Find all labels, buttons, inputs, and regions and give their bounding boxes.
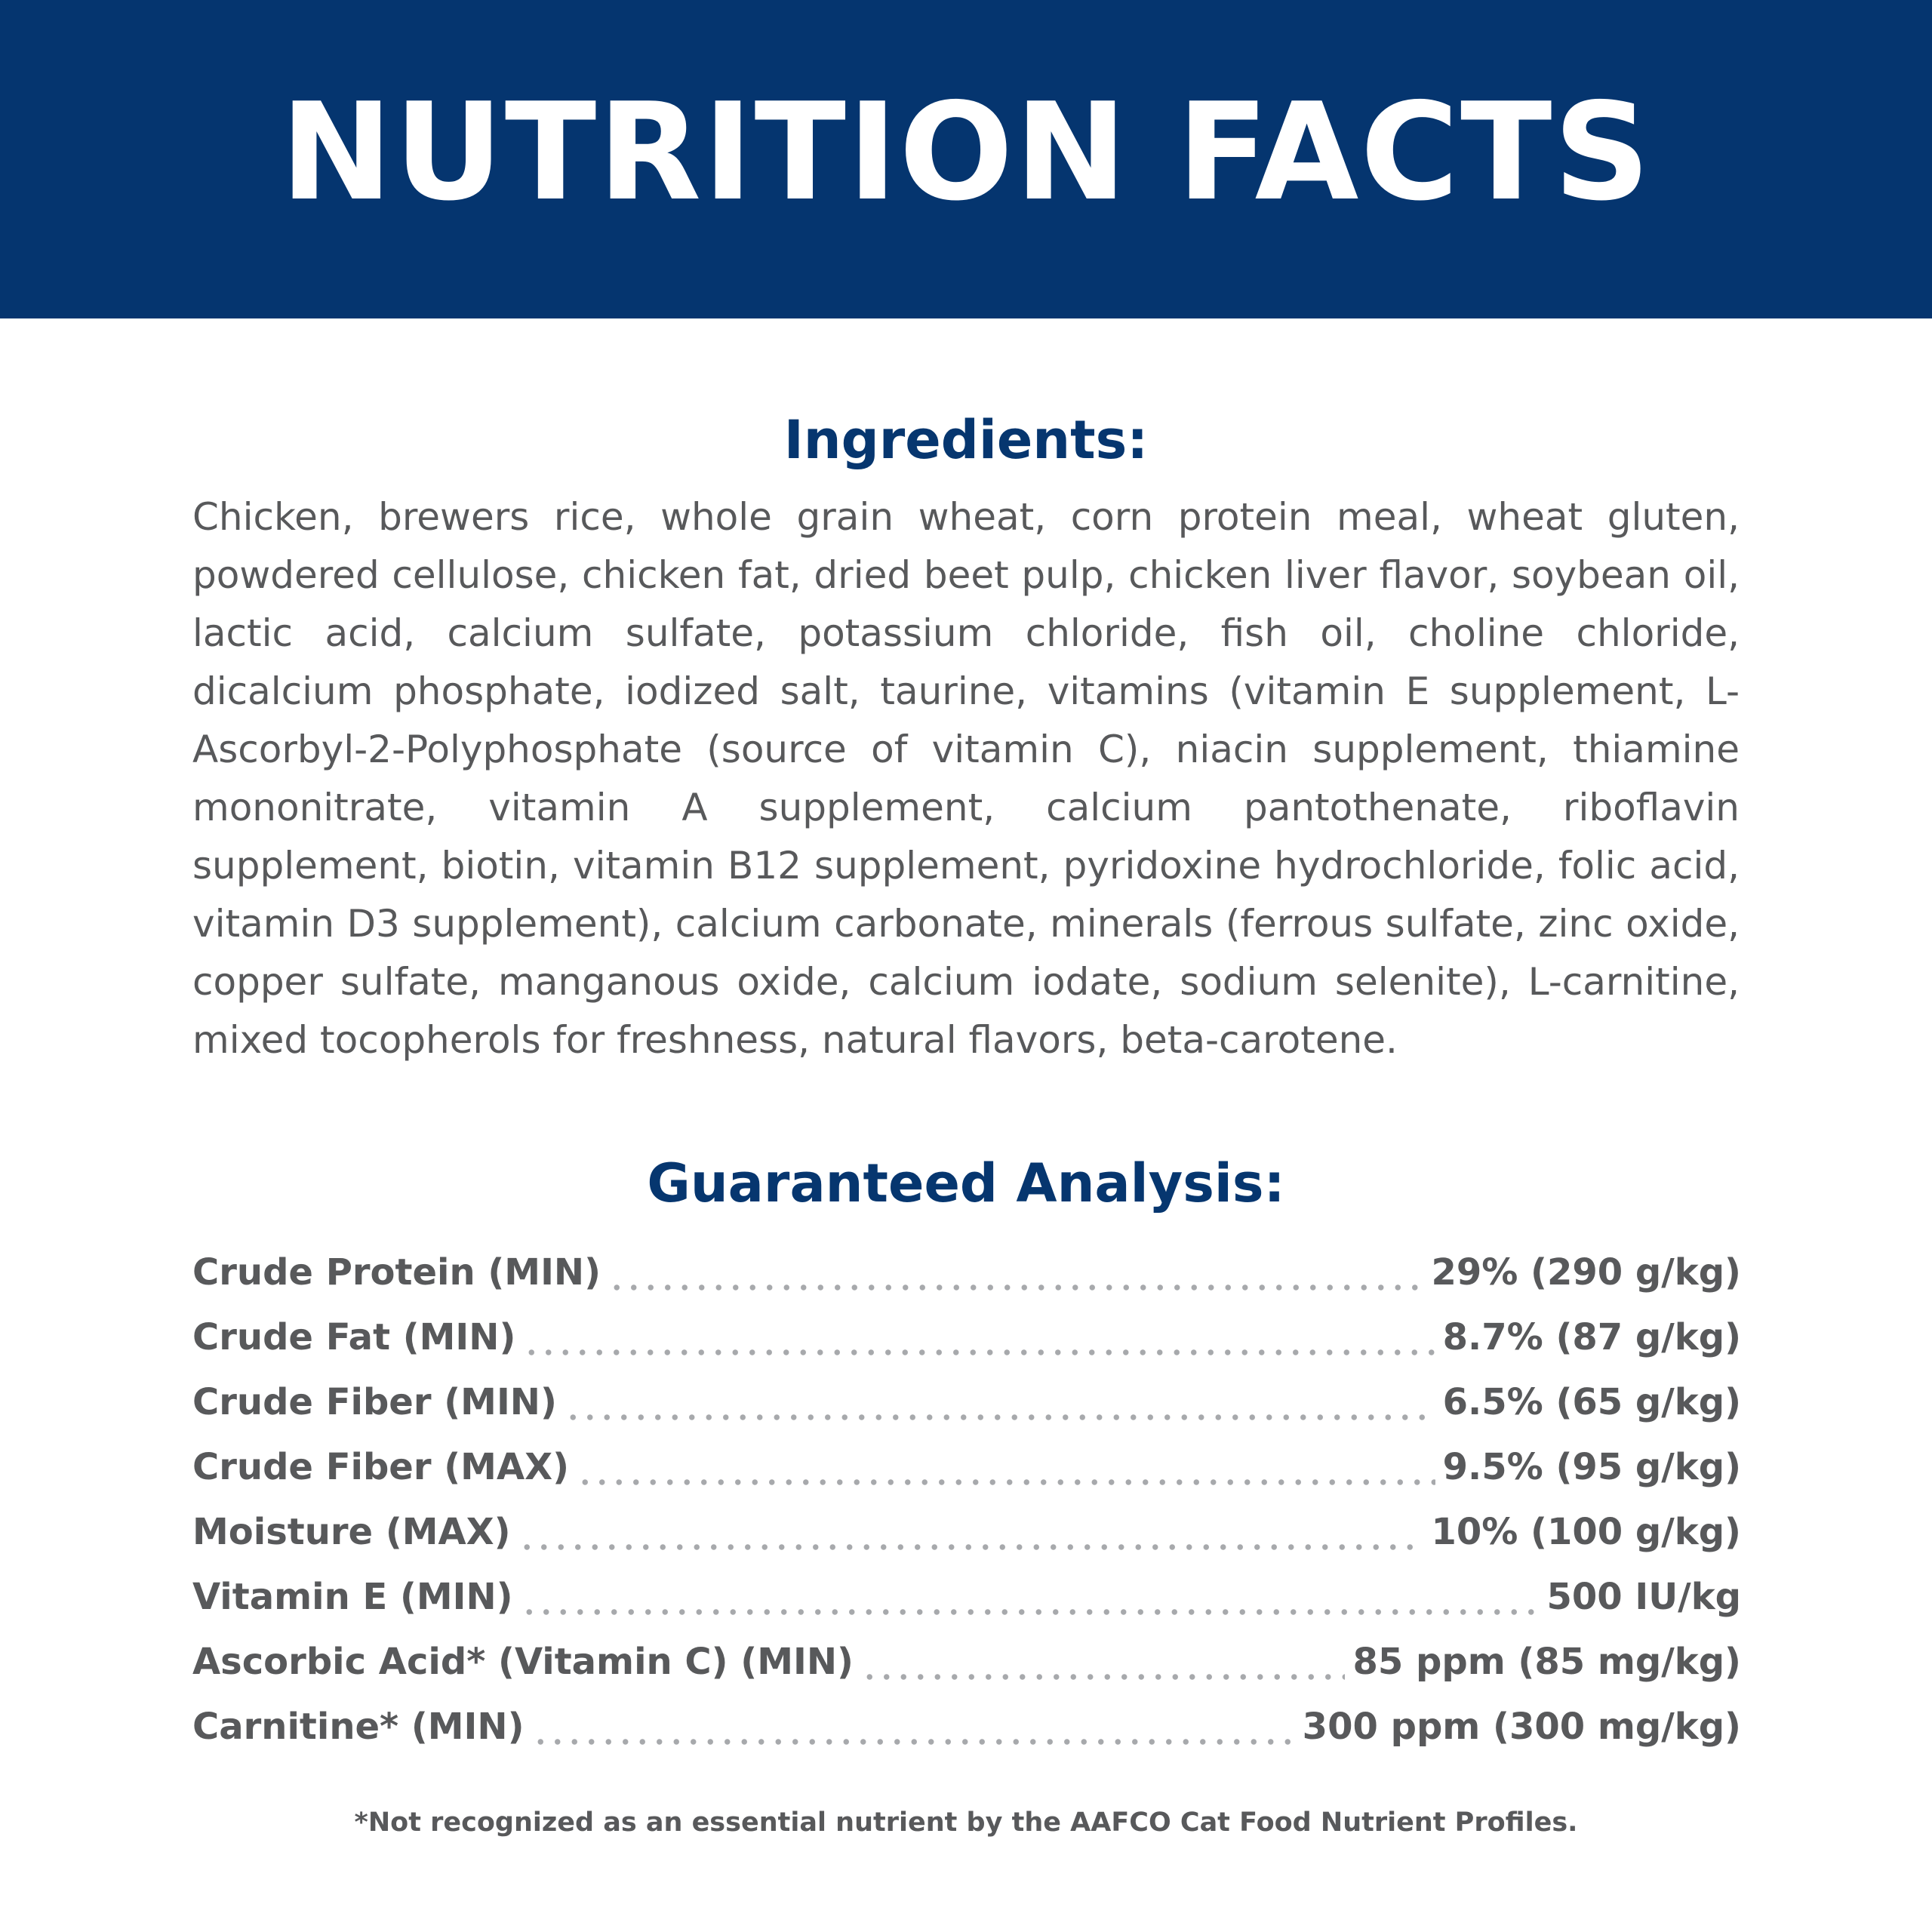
header-banner <box>0 0 1932 318</box>
analysis-label: Moisture (MAX) <box>192 1511 511 1553</box>
analysis-label: Crude Fiber (MIN) <box>192 1381 557 1423</box>
dotted-leader <box>608 1284 1423 1291</box>
analysis-value: 8.7% (87 g/kg) <box>1442 1316 1741 1358</box>
analysis-row-crude-fiber-max <box>192 1435 1741 1500</box>
analysis-row-carnitine-min <box>192 1694 1741 1759</box>
analysis-label: Crude Fat (MIN) <box>192 1316 516 1358</box>
dotted-leader <box>523 1349 1435 1356</box>
analysis-label: Crude Fiber (MAX) <box>192 1446 570 1488</box>
dotted-leader <box>577 1478 1435 1486</box>
analysis-value: 300 ppm (300 mg/kg) <box>1302 1706 1741 1748</box>
analysis-label: Ascorbic Acid* (Vitamin C) (MIN) <box>192 1641 854 1683</box>
dotted-leader <box>518 1543 1424 1551</box>
dotted-leader <box>521 1608 1540 1616</box>
dotted-leader <box>532 1738 1295 1746</box>
footnote: *Not recognized as an essential nutrient by the AAFCO Cat Food Nutrient Profiles. <box>354 1807 1578 1838</box>
analysis-label: Vitamin E (MIN) <box>192 1576 513 1618</box>
analysis-row-crude-fat-min <box>192 1305 1741 1370</box>
ingredients-heading: Ingredients: <box>783 409 1149 471</box>
guaranteed-analysis-table <box>192 1240 1741 1759</box>
analysis-row-ascorbic-acid-min <box>192 1629 1741 1694</box>
dotted-leader <box>565 1414 1435 1421</box>
analysis-row-vitamin-e-min <box>192 1564 1741 1629</box>
analysis-value: 29% (290 g/kg) <box>1431 1251 1741 1294</box>
analysis-value: 85 ppm (85 mg/kg) <box>1352 1641 1741 1683</box>
analysis-value: 9.5% (95 g/kg) <box>1442 1446 1741 1488</box>
analysis-value: 10% (100 g/kg) <box>1431 1511 1741 1553</box>
analysis-label: Carnitine* (MIN) <box>192 1706 525 1748</box>
analysis-row-moisture-max <box>192 1500 1741 1564</box>
analysis-label: Crude Protein (MIN) <box>192 1251 601 1294</box>
dotted-leader <box>861 1673 1346 1681</box>
analysis-value: 500 IU/kg <box>1546 1576 1741 1618</box>
analysis-value: 6.5% (65 g/kg) <box>1442 1381 1741 1423</box>
analysis-row-crude-fiber-min <box>192 1370 1741 1435</box>
page-title: NUTRITION FACTS <box>280 74 1652 230</box>
guaranteed-analysis-heading: Guaranteed Analysis: <box>647 1152 1285 1214</box>
ingredients-list: Chicken, brewers rice, whole grain wheat, corn protein meal, wheat gluten, powdered cellulose, chicken fat, dried beet pulp, chicken liver flavor, soybean oil, lactic acid, calcium sulfate, potassium chloride, fish oil, choline chloride, dicalcium phosphate, iodized salt, taurine, vitamins (vitamin E supplement, L-Ascorbyl-2-Polyphosphate (source of vitamin C), niacin supplement, thiamine mononitrate, vitamin A supplement, calcium pantothenate, riboflavin supplement, biotin, vitamin B12 supplement, pyridoxine hydrochloride, folic acid, vitamin D3 supplement), calcium carbonate, minerals (ferrous sulfate, zinc oxide, copper sulfate, manganous oxide, calcium iodate, sodium selenite), L-carnitine, mixed tocopherols for freshness, natural flavors, beta-carotene. <box>192 495 1740 1062</box>
analysis-row-crude-protein-min <box>192 1240 1741 1305</box>
